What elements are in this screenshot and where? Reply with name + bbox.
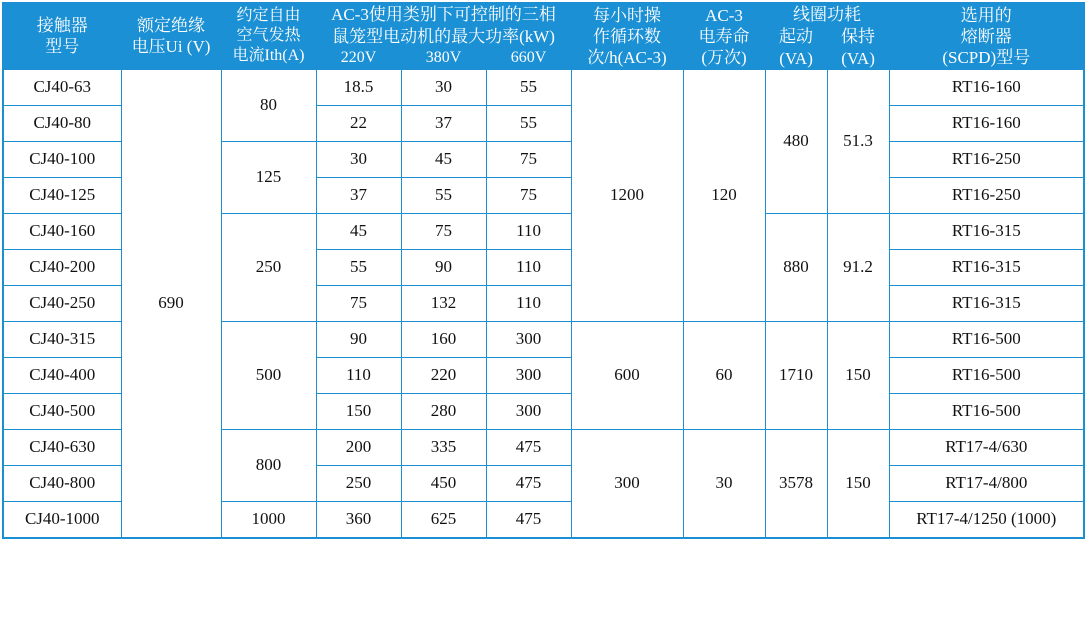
cell-power-660v: 110 [486, 285, 571, 321]
cell-model: CJ40-200 [3, 249, 121, 285]
cell-power-660v: 475 [486, 465, 571, 501]
cell-model: CJ40-400 [3, 357, 121, 393]
table-header [3, 3, 1084, 69]
cell-power-660v: 300 [486, 357, 571, 393]
cell-power-660v: 55 [486, 69, 571, 105]
cell-power-220v: 45 [316, 213, 401, 249]
header-electrical-life: AC-3 电寿命 (万次) [683, 3, 765, 69]
cell-electrical-life: 60 [683, 321, 765, 429]
cell-fuse: RT16-250 [889, 177, 1084, 213]
cell-power-660v: 75 [486, 141, 571, 177]
cell-power-380v: 160 [401, 321, 486, 357]
header-coil-consumption-group: 线圈功耗 [765, 3, 889, 26]
header-power-660v: 660V [486, 48, 571, 70]
cell-power-660v: 300 [486, 321, 571, 357]
cell-power-220v: 250 [316, 465, 401, 501]
cell-power-220v: 37 [316, 177, 401, 213]
header-operating-cycles: 每小时操 作循环数 次/h(AC-3) [571, 3, 683, 69]
header-power-220v: 220V [316, 48, 401, 70]
cell-power-220v: 90 [316, 321, 401, 357]
cell-power-660v: 110 [486, 213, 571, 249]
cell-power-660v: 110 [486, 249, 571, 285]
cell-coil-hold: 51.3 [827, 69, 889, 213]
cell-power-380v: 55 [401, 177, 486, 213]
header-fuse-scpd: 选用的 熔断器 (SCPD)型号 [889, 3, 1084, 69]
cell-power-380v: 335 [401, 429, 486, 465]
table-body [3, 69, 1084, 538]
cell-model: CJ40-80 [3, 105, 121, 141]
cell-power-660v: 75 [486, 177, 571, 213]
cell-coil-start: 880 [765, 213, 827, 321]
cell-power-220v: 360 [316, 501, 401, 538]
cell-model: CJ40-1000 [3, 501, 121, 538]
cell-coil-start: 3578 [765, 429, 827, 538]
header-coil-start: 起动 (VA) [765, 26, 827, 70]
cell-power-380v: 90 [401, 249, 486, 285]
header-power-380v: 380V [401, 48, 486, 70]
cell-power-220v: 200 [316, 429, 401, 465]
cell-thermal-current: 125 [221, 141, 316, 213]
cell-fuse: RT16-500 [889, 321, 1084, 357]
cell-coil-start: 480 [765, 69, 827, 213]
cell-power-380v: 30 [401, 69, 486, 105]
cell-fuse: RT16-315 [889, 213, 1084, 249]
cell-model: CJ40-63 [3, 69, 121, 105]
cell-fuse: RT16-500 [889, 357, 1084, 393]
cell-power-660v: 55 [486, 105, 571, 141]
cell-electrical-life: 30 [683, 429, 765, 538]
cell-fuse: RT17-4/800 [889, 465, 1084, 501]
header-max-motor-power-group: AC-3使用类别下可控制的三相 鼠笼型电动机的最大功率(kW) [316, 3, 571, 48]
cell-thermal-current: 1000 [221, 501, 316, 538]
cell-power-380v: 45 [401, 141, 486, 177]
cell-power-220v: 150 [316, 393, 401, 429]
cell-power-660v: 475 [486, 501, 571, 538]
cell-fuse: RT16-500 [889, 393, 1084, 429]
cell-model: CJ40-630 [3, 429, 121, 465]
cell-model: CJ40-125 [3, 177, 121, 213]
cell-fuse: RT16-160 [889, 105, 1084, 141]
cell-power-380v: 37 [401, 105, 486, 141]
cell-thermal-current: 80 [221, 69, 316, 141]
cell-fuse: RT16-315 [889, 285, 1084, 321]
cell-fuse: RT17-4/1250 (1000) [889, 501, 1084, 538]
cell-power-220v: 22 [316, 105, 401, 141]
cell-coil-hold: 150 [827, 321, 889, 429]
cell-operating-cycles: 1200 [571, 69, 683, 321]
header-thermal-current: 约定自由 空气发热 电流Ith(A) [221, 3, 316, 69]
cell-model: CJ40-315 [3, 321, 121, 357]
cell-power-220v: 18.5 [316, 69, 401, 105]
cell-electrical-life: 120 [683, 69, 765, 321]
cell-power-380v: 450 [401, 465, 486, 501]
cell-power-220v: 75 [316, 285, 401, 321]
cell-rated-insulation-voltage: 690 [121, 69, 221, 538]
cell-power-660v: 300 [486, 393, 571, 429]
cell-coil-hold: 91.2 [827, 213, 889, 321]
cell-model: CJ40-800 [3, 465, 121, 501]
cell-thermal-current: 800 [221, 429, 316, 501]
table-row [3, 69, 1084, 105]
cell-thermal-current: 250 [221, 213, 316, 321]
cell-fuse: RT17-4/630 [889, 429, 1084, 465]
cell-model: CJ40-250 [3, 285, 121, 321]
cell-operating-cycles: 600 [571, 321, 683, 429]
cell-power-380v: 132 [401, 285, 486, 321]
cell-thermal-current: 500 [221, 321, 316, 429]
header-coil-hold: 保持 (VA) [827, 26, 889, 70]
cell-fuse: RT16-315 [889, 249, 1084, 285]
cell-coil-hold: 150 [827, 429, 889, 538]
cell-power-380v: 625 [401, 501, 486, 538]
cell-model: CJ40-100 [3, 141, 121, 177]
cell-model: CJ40-160 [3, 213, 121, 249]
cell-power-380v: 220 [401, 357, 486, 393]
header-model: 接触器 型号 [3, 3, 121, 69]
contactor-spec-table [2, 2, 1085, 539]
cell-power-220v: 30 [316, 141, 401, 177]
header-row-1 [3, 3, 1084, 26]
cell-power-660v: 475 [486, 429, 571, 465]
cell-coil-start: 1710 [765, 321, 827, 429]
header-rated-insulation-voltage: 额定绝缘 电压Ui (V) [121, 3, 221, 69]
cell-fuse: RT16-160 [889, 69, 1084, 105]
cell-model: CJ40-500 [3, 393, 121, 429]
cell-operating-cycles: 300 [571, 429, 683, 538]
cell-power-220v: 55 [316, 249, 401, 285]
cell-power-380v: 280 [401, 393, 486, 429]
cell-fuse: RT16-250 [889, 141, 1084, 177]
cell-power-220v: 110 [316, 357, 401, 393]
cell-power-380v: 75 [401, 213, 486, 249]
